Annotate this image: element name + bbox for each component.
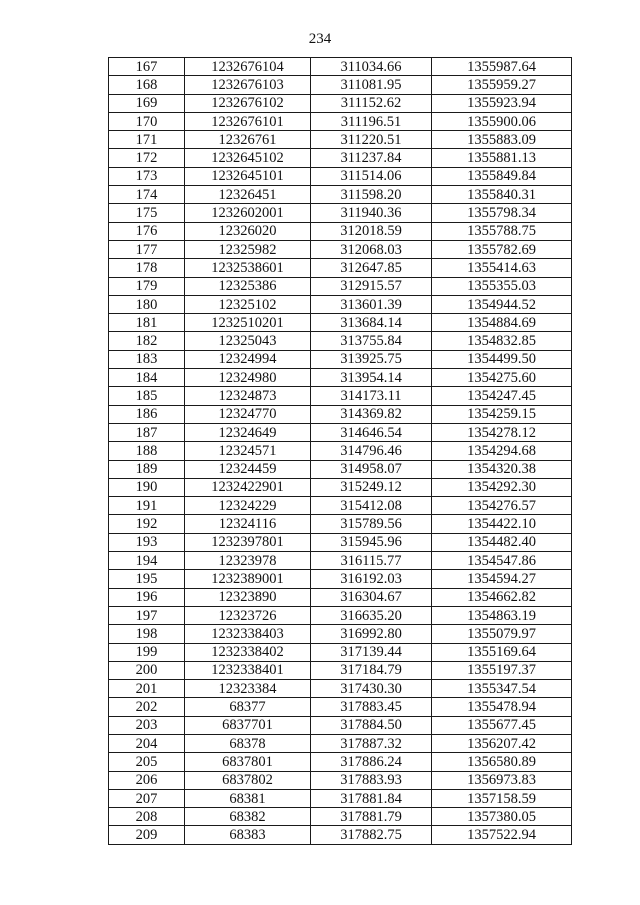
- table-row: [109, 734, 572, 752]
- y-coordinate-cell: 1355414.63: [432, 259, 572, 277]
- y-coordinate-cell: 1354499.50: [432, 350, 572, 368]
- point-code-cell: 12324873: [185, 387, 311, 405]
- table-row: [109, 58, 572, 76]
- point-number-cell: 173: [109, 167, 185, 185]
- x-coordinate-cell: 311514.06: [311, 167, 432, 185]
- table-row: [109, 94, 572, 112]
- y-coordinate-cell: 1355798.34: [432, 204, 572, 222]
- y-coordinate-cell: 1354275.60: [432, 369, 572, 387]
- point-code-cell: 1232338402: [185, 643, 311, 661]
- table-row: [109, 716, 572, 734]
- x-coordinate-cell: 311196.51: [311, 112, 432, 130]
- x-coordinate-cell: 317886.24: [311, 753, 432, 771]
- x-coordinate-cell: 312018.59: [311, 222, 432, 240]
- y-coordinate-cell: 1354863.19: [432, 606, 572, 624]
- x-coordinate-cell: 316992.80: [311, 625, 432, 643]
- x-coordinate-cell: 317887.32: [311, 734, 432, 752]
- point-code-cell: 1232645102: [185, 149, 311, 167]
- x-coordinate-cell: 314646.54: [311, 423, 432, 441]
- x-coordinate-cell: 317883.93: [311, 771, 432, 789]
- point-code-cell: 12324994: [185, 350, 311, 368]
- y-coordinate-cell: 1355883.09: [432, 131, 572, 149]
- point-number-cell: 190: [109, 478, 185, 496]
- point-number-cell: 199: [109, 643, 185, 661]
- y-coordinate-cell: 1355478.94: [432, 698, 572, 716]
- x-coordinate-cell: 316192.03: [311, 570, 432, 588]
- x-coordinate-cell: 311034.66: [311, 58, 432, 76]
- point-code-cell: 68377: [185, 698, 311, 716]
- point-number-cell: 206: [109, 771, 185, 789]
- y-coordinate-cell: 1354832.85: [432, 332, 572, 350]
- point-number-cell: 189: [109, 460, 185, 478]
- y-coordinate-cell: 1356580.89: [432, 753, 572, 771]
- point-number-cell: 196: [109, 588, 185, 606]
- point-code-cell: 12325102: [185, 295, 311, 313]
- table-row: [109, 515, 572, 533]
- y-coordinate-cell: 1354662.82: [432, 588, 572, 606]
- table-row: [109, 204, 572, 222]
- y-coordinate-cell: 1354594.27: [432, 570, 572, 588]
- x-coordinate-cell: 313755.84: [311, 332, 432, 350]
- y-coordinate-cell: 1354276.57: [432, 497, 572, 515]
- point-code-cell: 12324980: [185, 369, 311, 387]
- point-code-cell: 12324770: [185, 405, 311, 423]
- point-code-cell: 12324116: [185, 515, 311, 533]
- point-number-cell: 170: [109, 112, 185, 130]
- table-row: [109, 350, 572, 368]
- table-row: [109, 423, 572, 441]
- point-code-cell: 1232676103: [185, 76, 311, 94]
- point-number-cell: 183: [109, 350, 185, 368]
- point-number-cell: 167: [109, 58, 185, 76]
- x-coordinate-cell: 312068.03: [311, 240, 432, 258]
- x-coordinate-cell: 314173.11: [311, 387, 432, 405]
- page-number: 234: [308, 31, 332, 47]
- x-coordinate-cell: 313925.75: [311, 350, 432, 368]
- point-code-cell: 6837801: [185, 753, 311, 771]
- table-row: [109, 277, 572, 295]
- table-row: [109, 808, 572, 826]
- y-coordinate-cell: 1355923.94: [432, 94, 572, 112]
- point-code-cell: 12324229: [185, 497, 311, 515]
- table-row: [109, 240, 572, 258]
- point-number-cell: 202: [109, 698, 185, 716]
- point-number-cell: 201: [109, 680, 185, 698]
- x-coordinate-cell: 311940.36: [311, 204, 432, 222]
- point-code-cell: 1232676101: [185, 112, 311, 130]
- x-coordinate-cell: 317883.45: [311, 698, 432, 716]
- table-row: [109, 76, 572, 94]
- x-coordinate-cell: 315945.96: [311, 533, 432, 551]
- y-coordinate-cell: 1357380.05: [432, 808, 572, 826]
- y-coordinate-cell: 1355079.97: [432, 625, 572, 643]
- table-row: [109, 753, 572, 771]
- table-row: [109, 149, 572, 167]
- point-code-cell: 1232422901: [185, 478, 311, 496]
- y-coordinate-cell: 1354278.12: [432, 423, 572, 441]
- point-number-cell: 197: [109, 606, 185, 624]
- point-code-cell: 68378: [185, 734, 311, 752]
- table-row: [109, 405, 572, 423]
- y-coordinate-cell: 1354259.15: [432, 405, 572, 423]
- table-row: [109, 167, 572, 185]
- y-coordinate-cell: 1356207.42: [432, 734, 572, 752]
- point-number-cell: 205: [109, 753, 185, 771]
- x-coordinate-cell: 311220.51: [311, 131, 432, 149]
- point-number-cell: 186: [109, 405, 185, 423]
- y-coordinate-cell: 1355169.64: [432, 643, 572, 661]
- point-code-cell: 68382: [185, 808, 311, 826]
- table-row: [109, 789, 572, 807]
- point-number-cell: 200: [109, 661, 185, 679]
- table-row: [109, 478, 572, 496]
- table-row: [109, 369, 572, 387]
- point-number-cell: 172: [109, 149, 185, 167]
- point-number-cell: 203: [109, 716, 185, 734]
- point-code-cell: 68381: [185, 789, 311, 807]
- point-number-cell: 179: [109, 277, 185, 295]
- x-coordinate-cell: 317430.30: [311, 680, 432, 698]
- point-code-cell: 1232338401: [185, 661, 311, 679]
- point-number-cell: 178: [109, 259, 185, 277]
- x-coordinate-cell: 314796.46: [311, 442, 432, 460]
- x-coordinate-cell: 317881.84: [311, 789, 432, 807]
- y-coordinate-cell: 1355197.37: [432, 661, 572, 679]
- point-code-cell: 12323726: [185, 606, 311, 624]
- table-row: [109, 112, 572, 130]
- point-code-cell: 68383: [185, 826, 311, 844]
- x-coordinate-cell: 313601.39: [311, 295, 432, 313]
- point-code-cell: 1232676102: [185, 94, 311, 112]
- table-row: [109, 131, 572, 149]
- table-row: [109, 826, 572, 844]
- point-code-cell: 1232389001: [185, 570, 311, 588]
- coordinates-table-body: [109, 58, 572, 845]
- point-code-cell: 12326761: [185, 131, 311, 149]
- y-coordinate-cell: 1357158.59: [432, 789, 572, 807]
- table-row: [109, 588, 572, 606]
- table-row: [109, 387, 572, 405]
- table-row: [109, 771, 572, 789]
- table-row: [109, 625, 572, 643]
- table-row: [109, 497, 572, 515]
- y-coordinate-cell: 1355840.31: [432, 186, 572, 204]
- y-coordinate-cell: 1354294.68: [432, 442, 572, 460]
- y-coordinate-cell: 1354320.38: [432, 460, 572, 478]
- point-number-cell: 192: [109, 515, 185, 533]
- point-number-cell: 171: [109, 131, 185, 149]
- x-coordinate-cell: 313684.14: [311, 314, 432, 332]
- x-coordinate-cell: 317882.75: [311, 826, 432, 844]
- point-code-cell: 12324649: [185, 423, 311, 441]
- y-coordinate-cell: 1355959.27: [432, 76, 572, 94]
- point-number-cell: 177: [109, 240, 185, 258]
- point-number-cell: 169: [109, 94, 185, 112]
- x-coordinate-cell: 317184.79: [311, 661, 432, 679]
- y-coordinate-cell: 1354247.45: [432, 387, 572, 405]
- y-coordinate-cell: 1355782.69: [432, 240, 572, 258]
- table-row: [109, 661, 572, 679]
- x-coordinate-cell: 317884.50: [311, 716, 432, 734]
- y-coordinate-cell: 1354547.86: [432, 552, 572, 570]
- point-code-cell: 12325386: [185, 277, 311, 295]
- table-row: [109, 680, 572, 698]
- x-coordinate-cell: 316304.67: [311, 588, 432, 606]
- point-code-cell: 12323890: [185, 588, 311, 606]
- x-coordinate-cell: 314369.82: [311, 405, 432, 423]
- table-row: [109, 295, 572, 313]
- point-code-cell: 12324571: [185, 442, 311, 460]
- y-coordinate-cell: 1354944.52: [432, 295, 572, 313]
- point-code-cell: 12325982: [185, 240, 311, 258]
- x-coordinate-cell: 317139.44: [311, 643, 432, 661]
- point-code-cell: 12324459: [185, 460, 311, 478]
- table-row: [109, 606, 572, 624]
- y-coordinate-cell: 1355347.54: [432, 680, 572, 698]
- x-coordinate-cell: 311081.95: [311, 76, 432, 94]
- y-coordinate-cell: 1356973.83: [432, 771, 572, 789]
- table-row: [109, 460, 572, 478]
- x-coordinate-cell: 313954.14: [311, 369, 432, 387]
- table-row: [109, 552, 572, 570]
- x-coordinate-cell: 311598.20: [311, 186, 432, 204]
- point-number-cell: 188: [109, 442, 185, 460]
- table-row: [109, 570, 572, 588]
- point-number-cell: 195: [109, 570, 185, 588]
- x-coordinate-cell: 315789.56: [311, 515, 432, 533]
- point-number-cell: 176: [109, 222, 185, 240]
- point-code-cell: 1232397801: [185, 533, 311, 551]
- table-row: [109, 698, 572, 716]
- y-coordinate-cell: 1354884.69: [432, 314, 572, 332]
- x-coordinate-cell: 316115.77: [311, 552, 432, 570]
- table-row: [109, 314, 572, 332]
- x-coordinate-cell: 317881.79: [311, 808, 432, 826]
- x-coordinate-cell: 312647.85: [311, 259, 432, 277]
- point-number-cell: 180: [109, 295, 185, 313]
- point-code-cell: 12325043: [185, 332, 311, 350]
- point-number-cell: 181: [109, 314, 185, 332]
- point-code-cell: 6837701: [185, 716, 311, 734]
- point-code-cell: 12326020: [185, 222, 311, 240]
- y-coordinate-cell: 1355987.64: [432, 58, 572, 76]
- y-coordinate-cell: 1355677.45: [432, 716, 572, 734]
- point-number-cell: 198: [109, 625, 185, 643]
- point-number-cell: 204: [109, 734, 185, 752]
- coordinates-table: [108, 57, 572, 845]
- point-number-cell: 174: [109, 186, 185, 204]
- x-coordinate-cell: 314958.07: [311, 460, 432, 478]
- point-code-cell: 1232676104: [185, 58, 311, 76]
- point-number-cell: 168: [109, 76, 185, 94]
- point-number-cell: 191: [109, 497, 185, 515]
- point-code-cell: 12326451: [185, 186, 311, 204]
- point-code-cell: 12323384: [185, 680, 311, 698]
- table-row: [109, 533, 572, 551]
- y-coordinate-cell: 1355849.84: [432, 167, 572, 185]
- x-coordinate-cell: 311152.62: [311, 94, 432, 112]
- y-coordinate-cell: 1357522.94: [432, 826, 572, 844]
- point-code-cell: 1232602001: [185, 204, 311, 222]
- y-coordinate-cell: 1355788.75: [432, 222, 572, 240]
- point-number-cell: 185: [109, 387, 185, 405]
- x-coordinate-cell: 315249.12: [311, 478, 432, 496]
- point-code-cell: 1232538601: [185, 259, 311, 277]
- point-code-cell: 1232645101: [185, 167, 311, 185]
- table-row: [109, 186, 572, 204]
- table-row: [109, 222, 572, 240]
- x-coordinate-cell: 312915.57: [311, 277, 432, 295]
- point-number-cell: 182: [109, 332, 185, 350]
- point-number-cell: 175: [109, 204, 185, 222]
- table-row: [109, 332, 572, 350]
- table-row: [109, 442, 572, 460]
- point-code-cell: 1232338403: [185, 625, 311, 643]
- table-row: [109, 643, 572, 661]
- point-code-cell: 1232510201: [185, 314, 311, 332]
- x-coordinate-cell: 311237.84: [311, 149, 432, 167]
- point-number-cell: 208: [109, 808, 185, 826]
- y-coordinate-cell: 1355881.13: [432, 149, 572, 167]
- x-coordinate-cell: 316635.20: [311, 606, 432, 624]
- y-coordinate-cell: 1355900.06: [432, 112, 572, 130]
- point-number-cell: 194: [109, 552, 185, 570]
- y-coordinate-cell: 1354422.10: [432, 515, 572, 533]
- point-number-cell: 209: [109, 826, 185, 844]
- point-number-cell: 187: [109, 423, 185, 441]
- y-coordinate-cell: 1355355.03: [432, 277, 572, 295]
- point-number-cell: 193: [109, 533, 185, 551]
- y-coordinate-cell: 1354292.30: [432, 478, 572, 496]
- x-coordinate-cell: 315412.08: [311, 497, 432, 515]
- y-coordinate-cell: 1354482.40: [432, 533, 572, 551]
- point-number-cell: 207: [109, 789, 185, 807]
- table-row: [109, 259, 572, 277]
- point-code-cell: 6837802: [185, 771, 311, 789]
- point-number-cell: 184: [109, 369, 185, 387]
- point-code-cell: 12323978: [185, 552, 311, 570]
